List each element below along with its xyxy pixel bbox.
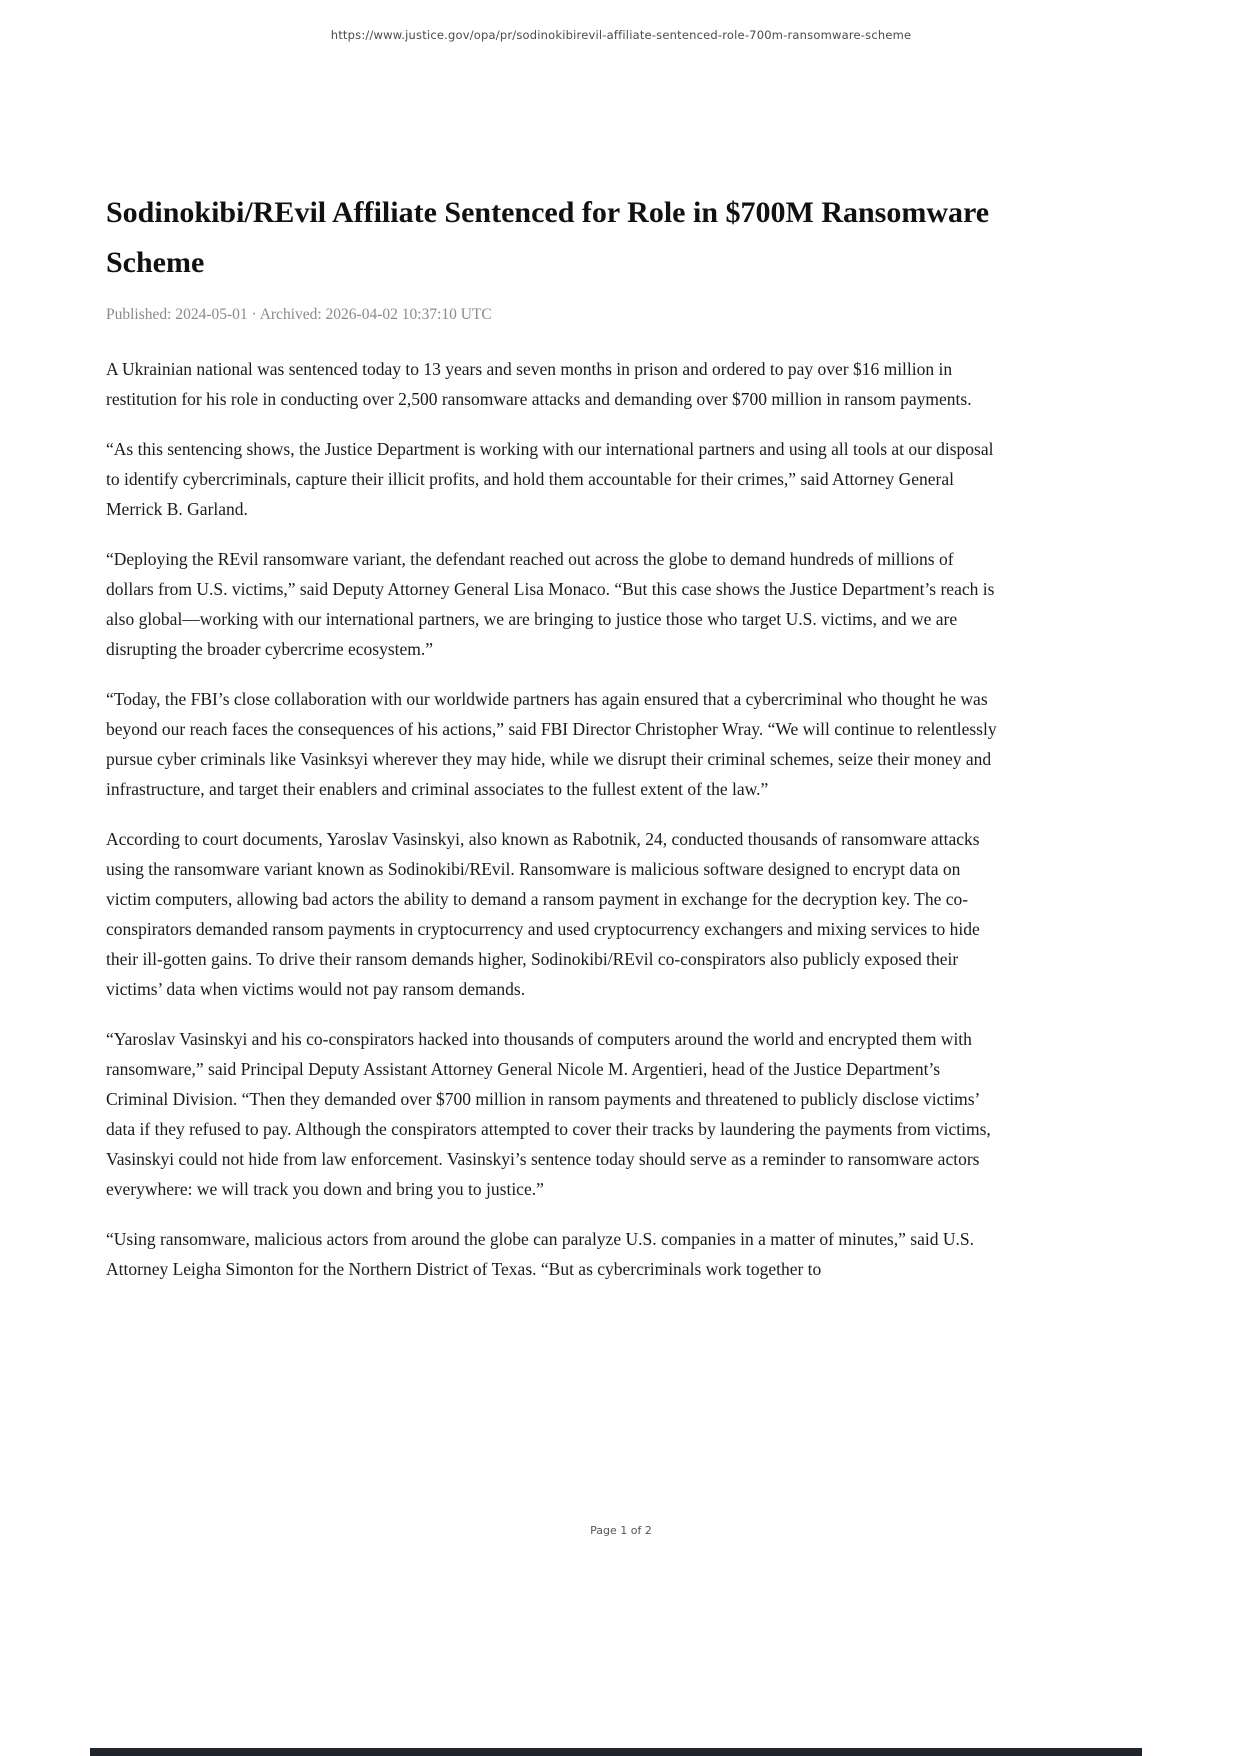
article-paragraph: “Yaroslav Vasinskyi and his co-conspirators hacked into thousands of computers around the world and encrypted them with ransomware,” said Principal Deputy Assistant Attorney General Nicole M. Argentieri, head of the Justice Department’s Criminal Division. “Then they demanded over $700 million in ransom payments and threatened to publicly disclose victims’ data if they refused to pay. Although the conspirators attempted to cover their tracks by laundering the payments from victims, Vasinskyi could not hide from law enforcement. Vasinskyi’s sentence today should serve as a reminder to ransomware actors everywhere: we will track you down and bring you to justice.” [106, 1029, 991, 1199]
article-paragraph: A Ukrainian national was sentenced today to 13 years and seven months in prison and ordered to pay over $16 million in restitution for his role in conducting over 2,500 ransomware attacks and demanding over $700 million in ransom payments. [106, 359, 972, 409]
article-title: Sodinokibi/REvil Affiliate Sentenced for Role in $700M Ransomware Scheme [106, 196, 990, 279]
article [106, 188, 998, 1304]
article-paragraph: According to court documents, Yaroslav Vasinskyi, also known as Rabotnik, 24, conducted thousands of ransomware attacks using the ransomware variant known as Sodinokibi/REvil. Ransomware is malicious software designed to encrypt data on victim computers, allowing bad actors the ability to demand a ransom payment in exchange for the decryption key. The co-conspirators demanded ransom payments in cryptocurrency and used cryptocurrency exchangers and mixing services to hide their ill-gotten gains. To drive their ransom demands higher, Sodinokibi/REvil co-conspirators also publicly exposed their victims’ data when victims would not pay ransom demands. [106, 829, 980, 999]
article-paragraph: “Today, the FBI’s close collaboration with our worldwide partners has again ensured that a cybercriminal who thought he was beyond our reach faces the consequences of his actions,” said FBI Director Christopher Wray. “We will continue to relentlessly pursue cyber criminals like Vasinksyi wherever they may hide, while we disrupt their criminal schemes, seize their money and infrastructure, and target their enablers and criminal associates to the fullest extent of the law.” [106, 689, 997, 799]
article-paragraph: “Using ransomware, malicious actors from around the globe can paralyze U.S. companies in a matter of minutes,” said U.S. Attorney Leigha Simonton for the Northern District of Texas. “But as cybercriminals work together to [106, 1229, 974, 1279]
article-meta: Published: 2024-05-01 · Archived: 2026-04-02 10:37:10 UTC [106, 306, 492, 323]
page-header-url: https://www.justice.gov/opa/pr/sodinokibirevil-affiliate-sentenced-role-700m-ransomware-scheme [330, 28, 912, 42]
article-paragraph: “As this sentencing shows, the Justice Department is working with our international partners and using all tools at our disposal to identify cybercriminals, capture their illicit profits, and hold them accountable for their crimes,” said Attorney General Merrick B. Garland. [106, 439, 994, 519]
article-paragraph: “Deploying the REvil ransomware variant, the defendant reached out across the globe to demand hundreds of millions of dollars from U.S. victims,” said Deputy Attorney General Lisa Monaco. “But this case shows the Justice Department’s reach is also global—working with our international partners, we are bringing to justice those who target U.S. victims, and we are disrupting the broader cybercrime ecosystem.” [106, 549, 995, 659]
page-number: Page 1 of 2 [590, 1524, 652, 1537]
article-body [106, 354, 998, 1284]
next-page-image-edge [90, 1748, 1142, 1756]
